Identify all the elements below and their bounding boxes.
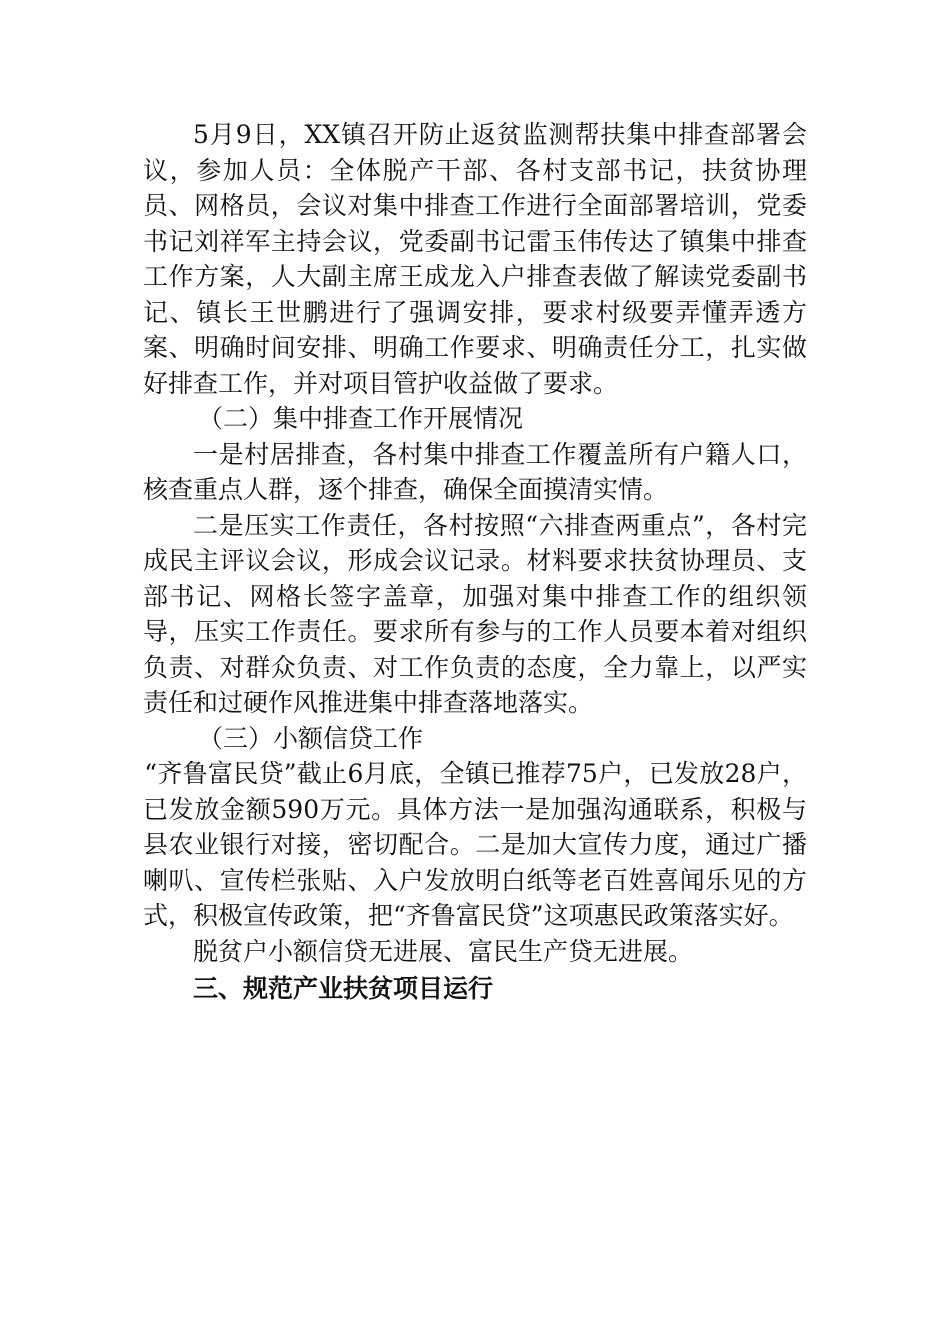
paragraph-qilu-fumin-loan: “齐鲁富民贷”截止6月底，全镇已推荐75户，已发放28户，已发放金额590万元。具体方法一是加强沟通联系，积极与县农业银行对接，密切配合。二是加大宣传力度，通过广播喇叭、宣传栏张贴、入户发放明白纸等老百姓喜闻乐见的方式，积极宣传政策，把“齐鲁富民贷”这项惠民政策落实好。 bbox=[143, 759, 807, 930]
paragraph-meeting: 5月9日，XX镇召开防止返贫监测帮扶集中排查部署会议，参加人员：全体脱产干部、各村支部书记，扶贫协理员、网格员，会议对集中排查工作进行全面部署培训，党委书记刘祥军主持会议，党委副书记雷玉伟传达了镇集中排查工作方案，人大副主席王成龙入户排查表做了解读党委副书记、镇长王世鹏进行了强调安排，要求村级要弄懂弄透方案、明确时间安排、明确工作要求、明确责任分工，扎实做好排查工作，并对项目管护收益做了要求。 bbox=[143, 120, 807, 398]
subheading-microcredit: （三）小额信贷工作 bbox=[198, 723, 424, 753]
paragraph-work-responsibility: 二是压实工作责任，各村按照“六排查两重点”，各村完成民主评议会议，形成会议记录。材料要求扶贫协理员、支部书记、网格长签字盖章，加强对集中排查工作的组织领导，压实工作责任。要求所有参与的工作人员要本着对组织负责、对群众负责、对工作负责的态度，全力靠上，以严实责任和过硬作风推进集中排查落地落实。 bbox=[143, 510, 807, 717]
document-body bbox=[143, 117, 807, 1007]
subheading-centralized-screening: （二）集中排查工作开展情况 bbox=[198, 404, 524, 433]
paragraph-no-progress: 脱贫户小额信贷无进展、富民生产贷无进展。 bbox=[193, 936, 694, 966]
paragraph-village-screening: 一是村居排查，各村集中排查工作覆盖所有户籍人口，核查重点人群，逐个排查，确保全面摸清实情。 bbox=[143, 439, 807, 504]
section-heading-industry-projects: 三、规范产业扶贫项目运行 bbox=[193, 974, 494, 1003]
